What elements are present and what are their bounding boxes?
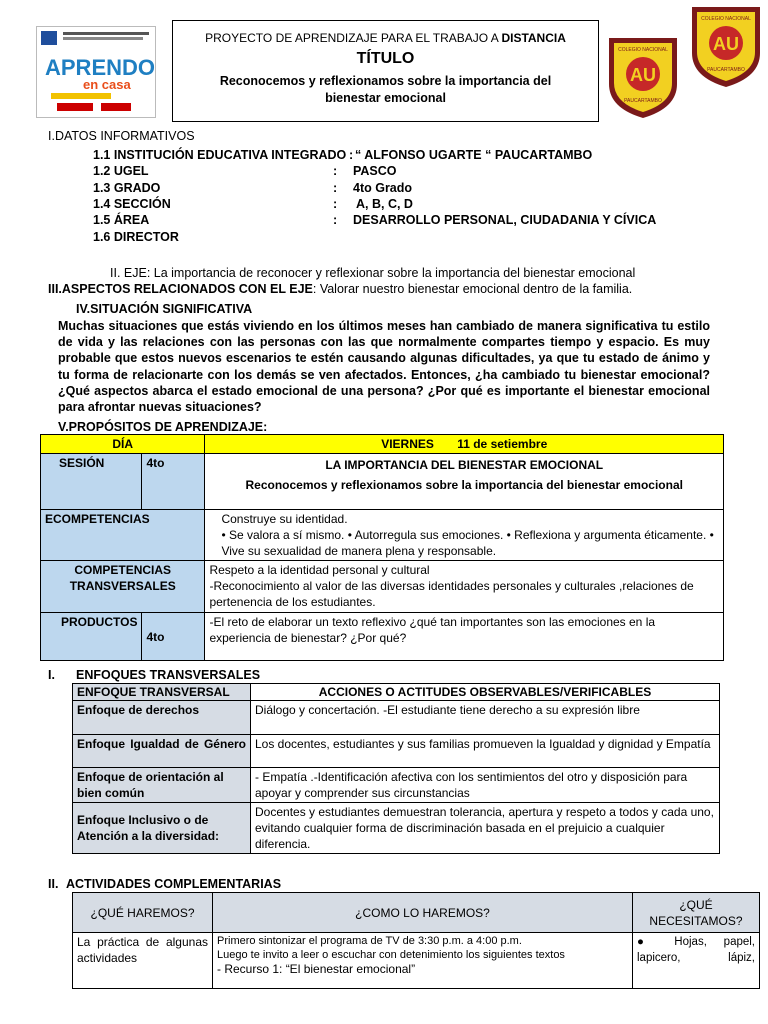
datos-label: 1.2 UGEL	[93, 164, 149, 178]
act-col1: ¿QUÉ HAREMOS?	[73, 893, 213, 933]
act-col3: ¿QUÉ NECESITAMOS?	[633, 893, 760, 933]
datos-sep: :	[333, 164, 338, 178]
comp-content	[205, 510, 724, 561]
datos-label: 1.1 INSTITUCIÓN EDUCATIVA INTEGRADO	[93, 148, 347, 162]
enfoques-heading: ENFOQUES TRANSVERSALES	[76, 668, 261, 682]
act-como-line1: Primero sintonizar el programa de TV de 3:30 p.m. a 4:00 p.m.	[217, 935, 522, 947]
trans-line2: -Reconocimiento al valor de las diversas identidades personales y culturales ,relaciones de pertenencia de los estudiantes.	[209, 579, 694, 609]
eje-label: II. EJE:	[110, 266, 151, 280]
aprendo-en-casa-logo	[36, 26, 156, 118]
enfoques-col1: ENFOQUE TRANSVERSAL	[73, 684, 251, 701]
datos-heading: I.DATOS INFORMATIVOS	[48, 129, 195, 143]
act-como	[213, 933, 633, 989]
actividades-heading: ACTIVIDADES COMPLEMENTARIAS	[66, 877, 282, 891]
datos-label: 1.6 DIRECTOR	[93, 230, 179, 244]
datos-value: 4to Grado	[353, 181, 413, 195]
shield-bottom-text: PAUCARTAMBO	[624, 98, 662, 104]
actividades-num: II.	[48, 877, 59, 891]
datos-label: 1.3 GRADO	[93, 181, 161, 195]
title-label: TÍTULO	[356, 50, 415, 67]
enfoque-name: Enfoque de derechos	[73, 701, 251, 735]
eje-text: La importancia de reconocer y reflexionar sobre la importancia del bienestar emocional	[150, 266, 636, 280]
act-necesitamos: ● Hojas, papel, lapicero, lápiz,	[633, 933, 760, 989]
trans-line1: Respeto a la identidad personal y cultural	[209, 563, 430, 577]
sesion-subtitle: Reconocemos y reflexionamos sobre la importancia del bienestar emocional	[245, 478, 683, 492]
situacion-heading: IV.SITUACIÓN SIGNIFICATIVA	[76, 302, 253, 316]
sesion-content	[205, 454, 724, 510]
datos-value: PASCO	[353, 164, 397, 178]
datos-sep: :	[349, 148, 354, 162]
sesion-title: LA IMPORTANCIA DEL BIENESTAR EMOCIONAL	[325, 458, 604, 472]
project-prefix: PROYECTO DE APRENDIZAJE PARA EL TRABAJO A	[205, 31, 502, 45]
shield-letters: AU	[713, 34, 739, 54]
act-que: La práctica de algunas actividades	[73, 933, 213, 989]
aspectos-line	[48, 281, 632, 297]
shield-top-text: COLEGIO NACIONAL	[701, 16, 751, 22]
enfoque-name: Enfoque Igualdad de Género	[73, 735, 251, 768]
act-como-line3: - Recurso 1: “El bienestar emocional”	[217, 962, 416, 976]
datos-value: “ ALFONSO UGARTE “ PAUCARTAMBO	[355, 148, 593, 162]
dia-value: VIERNES 11 de setiembre	[205, 435, 724, 454]
sesion-grade: 4to	[142, 454, 205, 510]
enfoque-accion: Docentes y estudiantes demuestran tolerancia, apertura y respeto a todos y cada uno, evitando cualquier forma de discriminación basada en el prejuicio a cualquier diferencia.	[251, 803, 720, 854]
prod-grade: 4to	[142, 613, 205, 661]
datos-sep: :	[333, 181, 338, 195]
actividades-table	[72, 892, 760, 989]
datos-sep: :	[333, 197, 338, 211]
datos-sep: :	[333, 213, 338, 227]
comp-line1: Construye su identidad.	[221, 512, 348, 526]
shield-bottom-text: PAUCARTAMBO	[707, 67, 745, 73]
school-shield-icon	[605, 34, 681, 120]
shield-top-text: COLEGIO NACIONAL	[618, 47, 668, 53]
project-line	[173, 31, 598, 45]
eje-line	[110, 265, 635, 281]
shield-letters: AU	[630, 65, 656, 85]
enfoque-accion: - Empatía .-Identificación afectiva con los sentimientos del otro y disposición para apoyar y comprender sus circunstancias	[251, 768, 720, 803]
dia-label: DÍA	[41, 435, 205, 454]
datos-label: 1.4 SECCIÓN	[93, 197, 171, 211]
trans-label: COMPETENCIAS TRANSVERSALES	[41, 561, 205, 613]
datos-value: A, B, C, D	[353, 197, 413, 211]
comp-label: ECOMPETENCIAS	[41, 510, 205, 561]
project-emph: DISTANCIA	[501, 31, 566, 45]
school-shield-icon	[688, 3, 764, 89]
trans-content	[205, 561, 724, 613]
enfoque-accion: Diálogo y concertación. -El estudiante tiene derecho a su expresión libre	[251, 701, 720, 735]
datos-label: 1.5 ÁREA	[93, 213, 150, 227]
aspectos-text: : Valorar nuestro bienestar emocional dentro de la familia.	[312, 282, 633, 296]
svg-text:en casa: en casa	[83, 77, 131, 92]
propositos-heading: V.PROPÓSITOS DE APRENDIZAJE:	[58, 420, 268, 434]
enfoque-name: Enfoque de orientación al bien común	[73, 768, 251, 803]
propositos-table	[40, 434, 724, 661]
act-como-line2: Luego te invito a leer o escuchar con detenimiento los siguientes textos	[217, 949, 565, 961]
situacion-text: Muchas situaciones que estás viviendo en los últimos meses han cambiado de manera significativa tu estilo de vida y las relaciones con las personas con las que normalmente compartes tiempo y espacio. Es muy probable que estos nuevos escenarios te estén causando algunas dificultades, ya que tu estado de ánimo y tu forma de relacionarte con los demás se ven afectados. Entonces, ¿ha cambiado tu bienestar emocional? ¿Qué aspectos abarca el estado emocional de una persona? ¿Por qué es importante el bienestar emocional para afrontar nuevas situaciones?	[58, 319, 710, 415]
prod-label: PRODUCTOS	[41, 613, 142, 661]
sesion-label: SESIÓN	[41, 454, 142, 510]
prod-text: -El reto de elaborar un texto reflexivo ¿qué tan importantes son las emociones en la experiencia de bienestar? ¿Por qué?	[205, 613, 724, 661]
title-text: Reconocemos y reflexionamos sobre la importancia del bienestar emocional	[219, 74, 552, 105]
enfoque-accion: Los docentes, estudiantes y sus familias promueven la Igualdad y dignidad y Empatía	[251, 735, 720, 768]
datos-value: DESARROLLO PERSONAL, CIUDADANIA Y CÍVICA	[353, 213, 657, 227]
enfoques-col2: ACCIONES O ACTITUDES OBSERVABLES/VERIFICABLES	[251, 684, 720, 701]
title-box	[172, 20, 599, 122]
enfoques-table	[72, 683, 720, 854]
comp-line2: • Se valora a sí mismo. • Autorregula sus emociones. • Reflexiona y argumenta éticamente. • Vive su sexualidad de manera plena y responsable.	[221, 528, 714, 558]
enfoques-num: I.	[48, 668, 55, 682]
aspectos-label: III.ASPECTOS RELACIONADOS CON EL EJE	[48, 282, 313, 296]
enfoque-name: Enfoque Inclusivo o de Atención a la diversidad:	[73, 803, 251, 854]
act-col2: ¿COMO LO HAREMOS?	[213, 893, 633, 933]
svg-text:APRENDO: APRENDO	[45, 55, 155, 80]
